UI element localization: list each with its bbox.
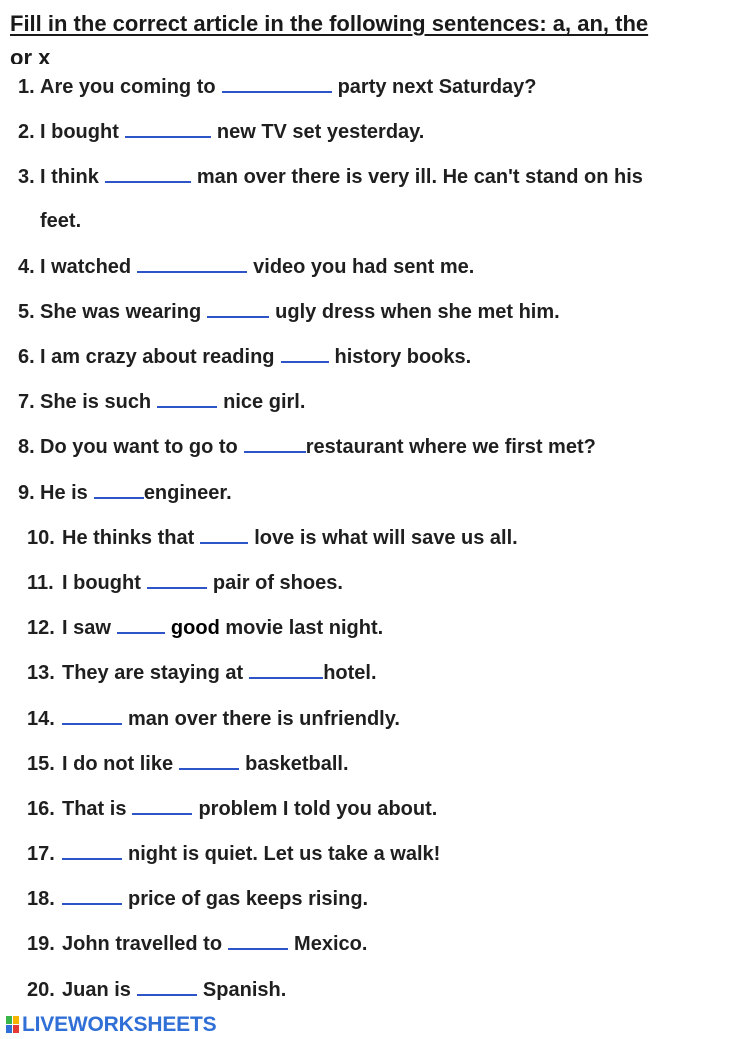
worksheet-title-continued: or x [10, 45, 51, 64]
question-text-after: new TV set yesterday. [216, 121, 425, 143]
question-number: 1. [18, 76, 35, 98]
question-text-after: ugly dress when she met him. [275, 301, 560, 323]
question-15 [27, 751, 349, 776]
question-text-after: pair of shoes. [212, 572, 343, 594]
question-emphasis-word: good [170, 617, 220, 639]
question-number: 15. [27, 753, 55, 775]
answer-blank-6[interactable] [281, 344, 329, 363]
question-text-after: movie last night. [225, 617, 384, 639]
question-text-before: I saw [62, 617, 111, 639]
question-text-before: I bought [40, 121, 119, 143]
question-number: 2. [18, 121, 35, 143]
question-text-after: man over there is very ill. He can't stand on his [196, 166, 643, 188]
question-16 [27, 796, 437, 821]
question-10 [27, 525, 518, 550]
question-18 [27, 886, 368, 911]
question-number: 3. [18, 166, 35, 188]
question-number: 16. [27, 798, 55, 820]
question-19 [27, 931, 367, 956]
answer-blank-10[interactable] [200, 525, 248, 544]
question-17 [27, 841, 440, 866]
question-text-before: I am crazy about reading [40, 346, 275, 368]
question-text-after: hotel. [323, 662, 377, 684]
question-number: 5. [18, 301, 35, 323]
question-text-after: man over there is unfriendly. [128, 708, 400, 730]
answer-blank-17[interactable] [62, 841, 122, 860]
answer-blank-2[interactable] [125, 119, 211, 138]
question-text-after: night is quiet. Let us take a walk! [128, 843, 441, 865]
question-number: 7. [18, 391, 35, 413]
question-text-before: Do you want to go to [40, 436, 238, 458]
answer-blank-16[interactable] [132, 796, 192, 815]
answer-blank-20[interactable] [137, 977, 197, 996]
question-1 [18, 74, 537, 99]
question-text-before: She was wearing [40, 301, 202, 323]
worksheet-title: Fill in the correct article in the following sentences: a, an, the [10, 11, 649, 36]
question-9 [18, 480, 232, 505]
question-text-before: He thinks that [62, 527, 195, 549]
question-number: 12. [27, 617, 55, 639]
answer-blank-4[interactable] [137, 254, 247, 273]
question-6 [18, 344, 471, 369]
question-20 [27, 977, 286, 1002]
question-number: 4. [18, 256, 35, 278]
question-text-before: John travelled to [62, 933, 223, 955]
question-number: 18. [27, 888, 55, 910]
liveworksheets-logo-icon [6, 1016, 20, 1034]
answer-blank-9[interactable] [94, 480, 144, 499]
question-12 [27, 615, 383, 640]
question-number: 10. [27, 527, 55, 549]
question-text-after: basketball. [245, 753, 349, 775]
question-text-after: engineer. [143, 482, 232, 504]
question-3 [18, 164, 643, 189]
question-number: 14. [27, 708, 55, 730]
answer-blank-11[interactable] [147, 570, 207, 589]
question-number: 17. [27, 843, 55, 865]
answer-blank-7[interactable] [157, 389, 217, 408]
question-text-before: I watched [40, 256, 132, 278]
question-text-after: price of gas keeps rising. [128, 888, 369, 910]
question-text-after: video you had sent me. [253, 256, 475, 278]
question-number: 9. [18, 482, 35, 504]
answer-blank-5[interactable] [207, 299, 269, 318]
question-text-before: Juan is [62, 979, 131, 1001]
question-number: 20. [27, 979, 55, 1001]
question-text-after: Mexico. [294, 933, 368, 955]
question-text-before: That is [62, 798, 127, 820]
question-text-before: Are you coming to [40, 76, 216, 98]
question-text-after: history books. [334, 346, 472, 368]
question-5 [18, 299, 560, 324]
question-number: 6. [18, 346, 35, 368]
answer-blank-19[interactable] [228, 931, 288, 950]
question-text-after: love is what will save us all. [254, 527, 518, 549]
question-14 [27, 706, 400, 731]
question-number: 19. [27, 933, 55, 955]
question-text-after: Spanish. [202, 979, 287, 1001]
question-8 [18, 434, 596, 459]
answer-blank-13[interactable] [249, 660, 323, 679]
answer-blank-3[interactable] [105, 164, 191, 183]
question-4 [18, 254, 474, 279]
answer-blank-8[interactable] [244, 434, 306, 453]
question-number: 11. [27, 572, 54, 594]
question-text-before: She is such [40, 391, 152, 413]
question-11 [27, 570, 343, 595]
question-text-before: He is [40, 482, 88, 504]
question-text-after: restaurant where we first met? [305, 436, 596, 458]
question-text-after: nice girl. [223, 391, 306, 413]
answer-blank-18[interactable] [62, 886, 122, 905]
question-7 [18, 389, 305, 414]
question-number: 8. [18, 436, 35, 458]
question-text-before: I bought [62, 572, 141, 594]
answer-blank-15[interactable] [179, 751, 239, 770]
question-text-before: They are staying at [62, 662, 244, 684]
question-number: 13. [27, 662, 55, 684]
question-text-after: party next Saturday? [337, 76, 537, 98]
answer-blank-14[interactable] [62, 706, 122, 725]
liveworksheets-logo [6, 1013, 216, 1037]
question-text-before: I do not like [62, 753, 174, 775]
question-13 [27, 660, 377, 685]
answer-blank-1[interactable] [222, 74, 332, 93]
question-text-before: I think [40, 166, 99, 188]
question-text-after: problem I told you about. [198, 798, 438, 820]
question-2 [18, 119, 424, 144]
liveworksheets-logo-text: LIVEWORKSHEETS [22, 1013, 217, 1036]
answer-blank-12[interactable] [117, 615, 165, 634]
question-3-continued: feet. [40, 210, 82, 232]
